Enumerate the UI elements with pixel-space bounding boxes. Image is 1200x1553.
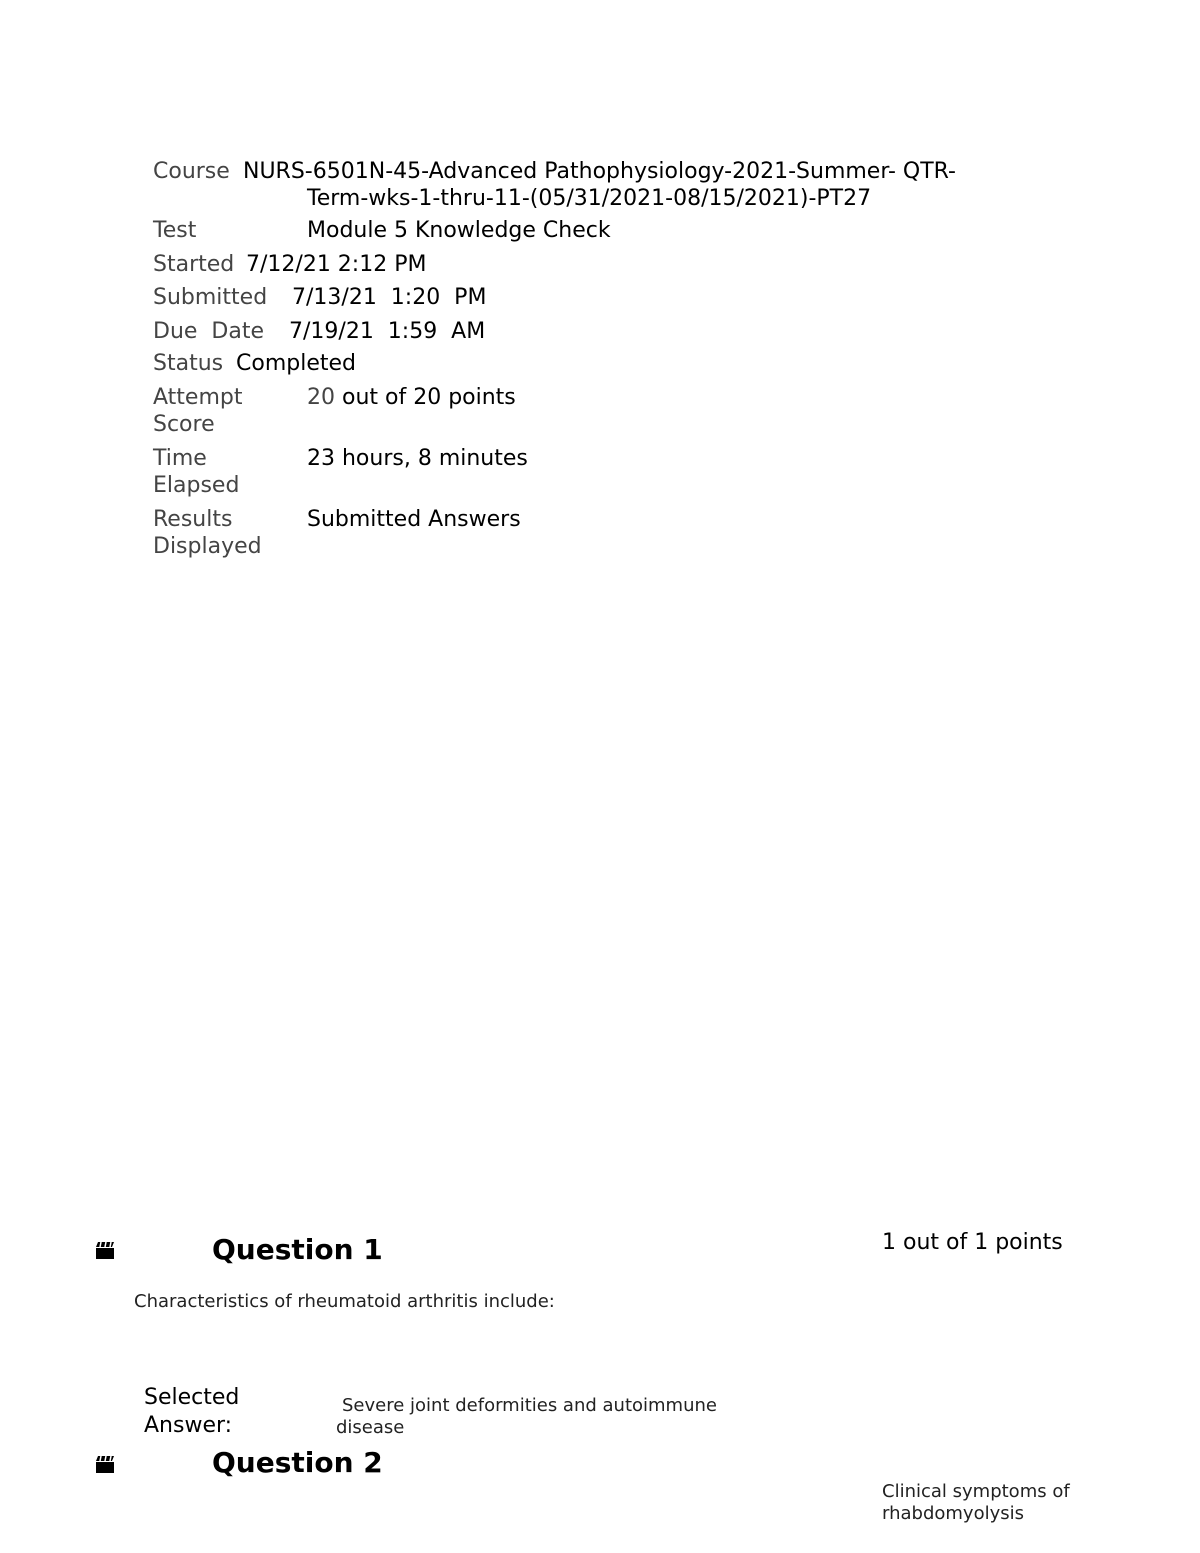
question-title: Question 1 <box>212 1233 383 1266</box>
submitted-value: 7/13/21 1:20 PM <box>292 285 487 310</box>
test-label: Test <box>153 218 197 243</box>
attempt-score-value <box>307 384 516 411</box>
status-value: Completed <box>236 351 356 376</box>
question-text: Characteristics of rheumatoid arthritis include: <box>134 1291 555 1312</box>
started-value: 7/12/21 2:12 PM <box>246 252 427 277</box>
attempt-score-number: 20 <box>307 385 335 410</box>
question-side-text: Clinical symptoms of rhabdomyolysis <box>882 1481 1070 1524</box>
test-value: Module 5 Knowledge Check <box>307 218 611 243</box>
selected-answer-label-line2: Answer: <box>144 1413 233 1438</box>
time-elapsed-label: Time <box>153 446 207 471</box>
attempt-score-label-continued: Score <box>153 412 215 437</box>
time-elapsed-label-continued: Elapsed <box>153 473 240 498</box>
question-points: 1 out of 1 points <box>882 1230 1063 1255</box>
results-displayed-label-continued: Displayed <box>153 534 262 559</box>
attempt-score-label: Attempt <box>153 385 243 410</box>
course-label: Course <box>153 159 230 184</box>
due-date-value: 7/19/21 1:59 AM <box>289 319 486 344</box>
course-value-continued: Term-wks-1-thru-11-(05/31/2021-08/15/2021)-PT27 <box>307 186 872 211</box>
clapperboard-icon <box>94 1239 116 1261</box>
due-date-label: Due Date <box>153 319 264 344</box>
results-displayed-value: Submitted Answers <box>307 507 521 532</box>
selected-answer-label-line1: Selected <box>144 1385 240 1410</box>
time-elapsed-value: 23 hours, 8 minutes <box>307 446 528 471</box>
clapperboard-icon <box>94 1453 116 1475</box>
selected-answer-label <box>144 1384 304 1440</box>
results-displayed-label: Results <box>153 507 233 532</box>
status-label: Status <box>153 351 224 376</box>
submitted-label: Submitted <box>153 285 268 310</box>
started-label: Started <box>153 252 235 277</box>
selected-answer-value: Severe joint deformities and autoimmune disease <box>336 1395 717 1438</box>
attempt-score-rest: out of 20 points <box>335 385 516 410</box>
question-title: Question 2 <box>212 1446 383 1479</box>
course-value: NURS-6501N-45-Advanced Pathophysiology-2021-Summer- QTR- <box>243 159 956 184</box>
